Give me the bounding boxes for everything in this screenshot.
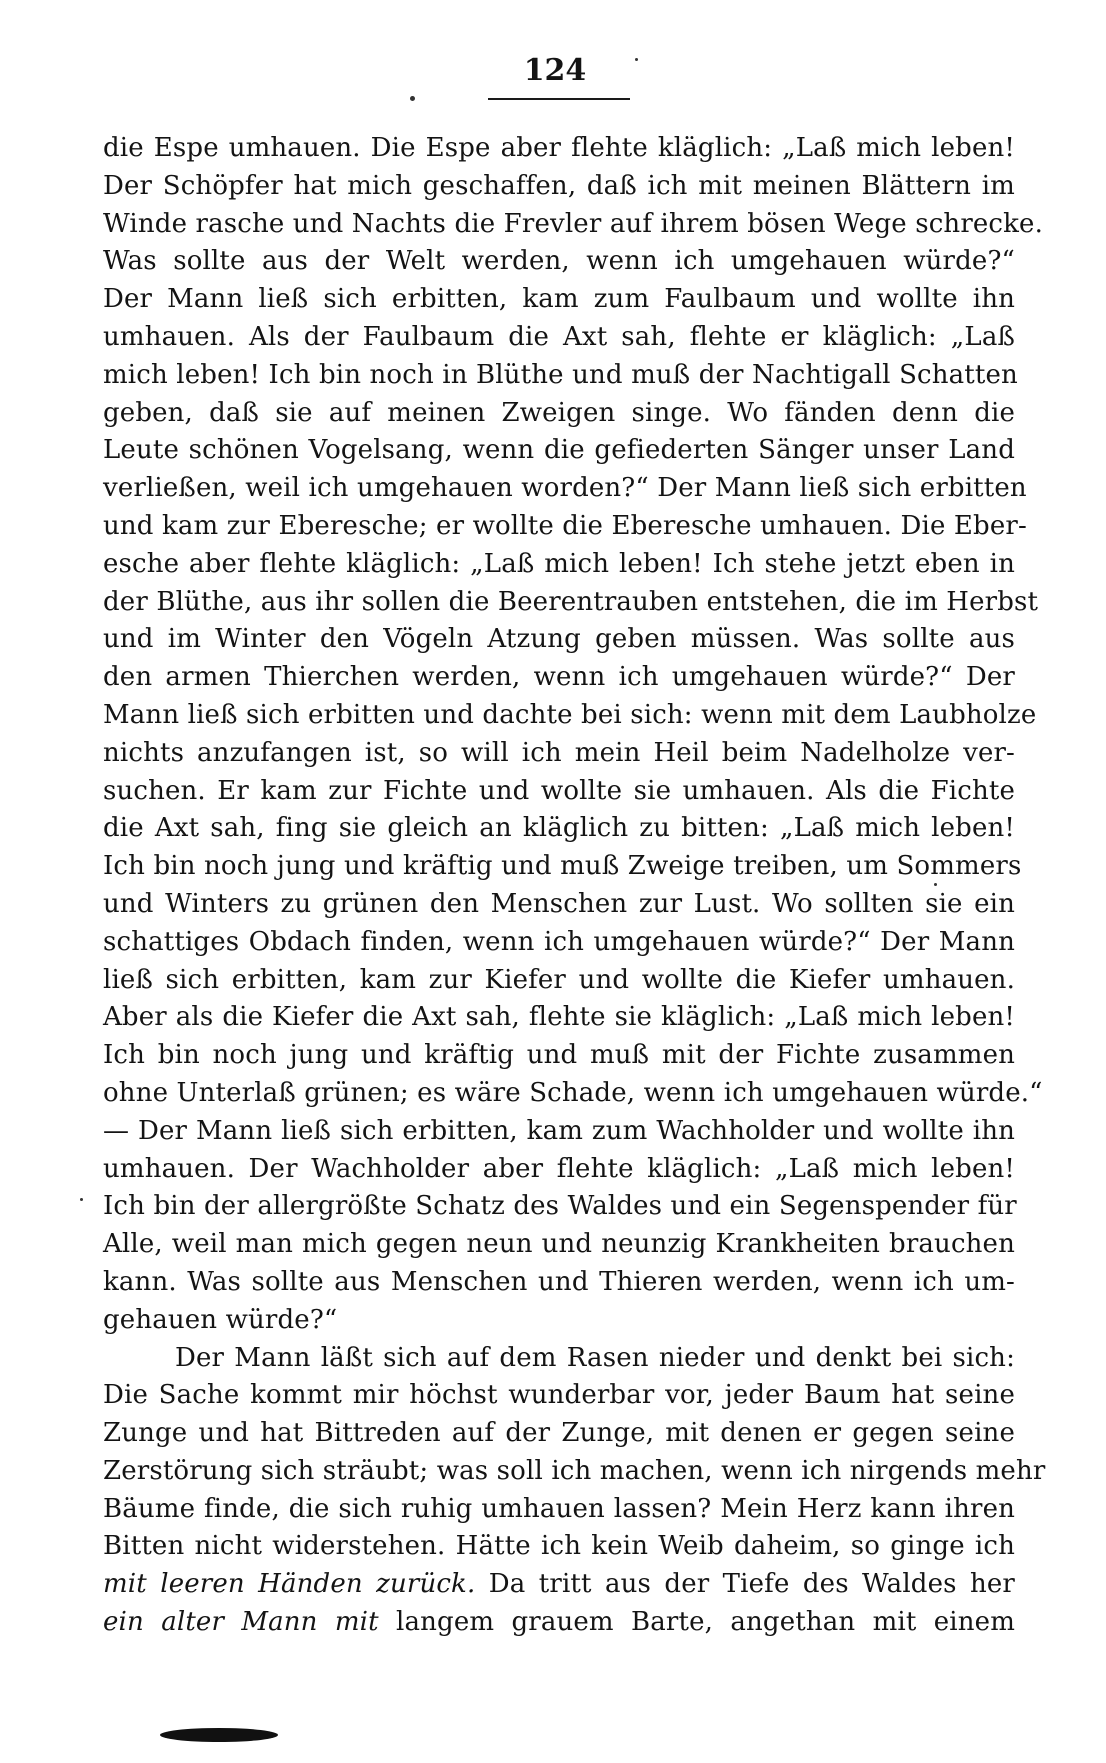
text-line: den armen Thierchen werden, wenn ich umgehauen würde?“ Der <box>103 662 1015 693</box>
text-line: ohne Unterlaß grünen; es wäre Schade, wenn ich umgehauen würde.“ <box>103 1077 1043 1108</box>
text-line: ließ sich erbitten, kam zur Kiefer und wollte die Kiefer umhauen. <box>103 964 1015 995</box>
text-line: die Axt sah, fing sie gleich an kläglich zu bitten: „Laß mich leben! <box>103 813 1015 844</box>
text-line: Mann ließ sich erbitten und dachte bei sich: wenn mit dem Laubholze <box>103 699 1037 730</box>
text-line: Zunge und hat Bittreden auf der Zunge, mit denen er gegen seine <box>103 1418 1015 1449</box>
text-line-mixed <box>103 1566 1015 1604</box>
text-line: esche aber flehte kläglich: „Laß mich leben! Ich stehe jetzt eben in <box>103 548 1015 579</box>
text-line: nichts anzufangen ist, so will ich mein Heil beim Nadelholze ver- <box>103 737 1015 768</box>
text-line: Was sollte aus der Welt werden, wenn ich umgehauen würde?“ <box>103 246 1015 277</box>
ink-speck <box>934 883 937 886</box>
text-line: Winde rasche und Nachts die Frevler auf ihrem bösen Wege schrecke. <box>103 208 1043 239</box>
text-line: Ich bin noch jung und kräftig und muß Zweige treiben, um Sommers <box>103 851 1022 882</box>
text-line: geben, daß sie auf meinen Zweigen singe. Wo fänden denn die <box>103 397 1015 428</box>
italic-segment: ein alter Mann mit <box>103 1607 379 1638</box>
text-line: Die Sache kommt mir höchst wunderbar vor, jeder Baum hat seine <box>103 1380 1015 1411</box>
ink-speck <box>635 58 638 61</box>
text-line: umhauen. Als der Faulbaum die Axt sah, flehte er kläglich: „Laß <box>103 321 1015 352</box>
text-line: und Winters zu grünen den Menschen zur Lust. Wo sollten sie ein <box>103 888 1015 919</box>
text-line: mich leben! Ich bin noch in Blüthe und muß der Nachtigall Schatten <box>103 359 1018 390</box>
text-line: schattiges Obdach finden, wenn ich umgehauen würde?“ Der Mann <box>103 926 1015 957</box>
text-line: die Espe umhauen. Die Espe aber flehte kläglich: „Laß mich leben! <box>103 133 1015 163</box>
text-line: Bitten nicht widerstehen. Hätte ich kein Weib daheim, so ginge ich <box>103 1531 1015 1562</box>
text-line: Zerstörung sich sträubt; was soll ich machen, wenn ich nirgends mehr <box>103 1455 1046 1486</box>
text-line: umhauen. Der Wachholder aber flehte kläglich: „Laß mich leben! <box>103 1153 1015 1184</box>
text-line: und kam zur Eberesche; er wollte die Eberesche umhauen. Die Eber- <box>103 510 1027 541</box>
paragraph-end-line: gehauen würde?“ <box>103 1304 338 1335</box>
italic-segment: mit leeren Händen zurück. <box>103 1569 476 1600</box>
text-line: Ich bin noch jung und kräftig und muß mit der Fichte zusammen <box>103 1040 1015 1071</box>
body-text <box>103 130 1046 1642</box>
ink-speck <box>80 1198 83 1201</box>
page-number-rule <box>488 98 630 100</box>
text-line: Alle, weil man mich gegen neun und neunzig Krankheiten brauchen <box>103 1229 1015 1260</box>
roman-segment: Da tritt aus der Tiefe des Waldes her <box>475 1569 1015 1600</box>
text-line: der Blüthe, aus ihr sollen die Beerentrauben entstehen, die im Herbst <box>103 586 1039 617</box>
roman-segment: langem grauem Barte, angethan mit einem <box>378 1607 1015 1638</box>
text-line: Der Mann ließ sich erbitten, kam zum Faulbaum und wollte ihn <box>103 284 1015 315</box>
text-line: und im Winter den Vögeln Atzung geben müssen. Was sollte aus <box>103 624 1015 655</box>
text-line: Ich bin der allergrößte Schatz des Waldes und ein Segenspender für <box>103 1191 1017 1222</box>
text-line: Aber als die Kiefer die Axt sah, flehte sie kläglich: „Laß mich leben! <box>103 1002 1015 1033</box>
text-line: Leute schönen Vogelsang, wenn die gefiederten Sänger unser Land <box>103 435 1015 466</box>
ink-speck <box>410 96 415 101</box>
text-line: Der Schöpfer hat mich geschaffen, daß ich mit meinen Blättern im <box>103 170 1015 201</box>
ink-blot <box>160 1728 278 1742</box>
paragraph-start-line: Der Mann läßt sich auf dem Rasen nieder und denkt bei sich: <box>175 1342 1015 1373</box>
text-line: Bäume finde, die sich ruhig umhauen lassen? Mein Herz kann ihren <box>103 1493 1015 1524</box>
text-line: suchen. Er kam zur Fichte und wollte sie umhauen. Als die Fichte <box>103 775 1015 806</box>
text-line: verließen, weil ich umgehauen worden?“ Der Mann ließ sich erbitten <box>103 473 1027 504</box>
text-line-mixed <box>103 1604 1015 1642</box>
text-line: — Der Mann ließ sich erbitten, kam zum Wachholder und wollte ihn <box>103 1115 1015 1146</box>
text-line: kann. Was sollte aus Menschen und Thieren werden, wenn ich um- <box>103 1266 1015 1297</box>
page-number: 124 <box>523 53 587 88</box>
